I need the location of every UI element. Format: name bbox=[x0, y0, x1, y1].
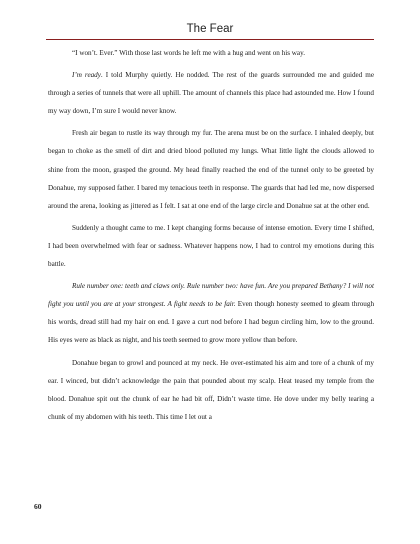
paragraph: Rule number one: teeth and claws only. Rule number two: have fun. Are you prepared Bethany? I will not fight you until you are at your strongest. A fight needs to be fair. Even though honesty seemed to gleam through his words, dread still had my hair on end. I gave a curt nod before I had begun circling him, low to the ground. His eyes were as black as night, and his teeth seemed to grow more yellow than before. bbox=[48, 282, 375, 345]
paragraph: Fresh air began to rustle its way through my fur. The arena must be on the surface. I inhaled deeply, but began to choke as the smell of dirt and dried blood polluted my lungs. What little light the clouds allowed to shine from the moon, grasped the ground. My head finally reached the end of the tunnel only to be greeted by Donahue, my supposed father. I bared my tenacious teeth in response. The guards that had led me, now dispersed around the arena, looking as jittered as I felt. I sat at one end of the large circle and Donahue sat at the other end. bbox=[48, 129, 374, 210]
header-divider bbox=[46, 39, 374, 40]
paragraph: I’m ready. I told Murphy quietly. He nodded. The rest of the guards surrounded me and guided me through a series of tunnels that were all uphill. The amount of channels this place had astounded me. How I found my way down, I’m sure I would never know. bbox=[48, 71, 374, 116]
paragraph: “I won’t. Ever.” With those last words he left me with a hug and went on his way. bbox=[72, 49, 305, 57]
paragraph: Suddenly a thought came to me. I kept changing forms because of intense emotion. Every time I shifted, I had been overwhelmed with fear or sadness. Whatever happens now, I had to control my emotions during this battle. bbox=[48, 223, 374, 269]
page-number: 60 bbox=[34, 502, 42, 511]
paragraph: Donahue began to growl and pounced at my neck. He over-estimated his aim and tore of a chunk of my ear. I winced, but didn’t acknowledge the pain that pounded about my scalp. Heat teased my temple from the blood. Donahue spit out the chunk of ear he had bit off, Didn’t waste time. He dove under my belly tearing a chunk of my abdomen with his teeth. This time I let out a bbox=[48, 358, 374, 421]
running-header-title: The Fear bbox=[186, 23, 234, 35]
body-text bbox=[48, 44, 374, 430]
